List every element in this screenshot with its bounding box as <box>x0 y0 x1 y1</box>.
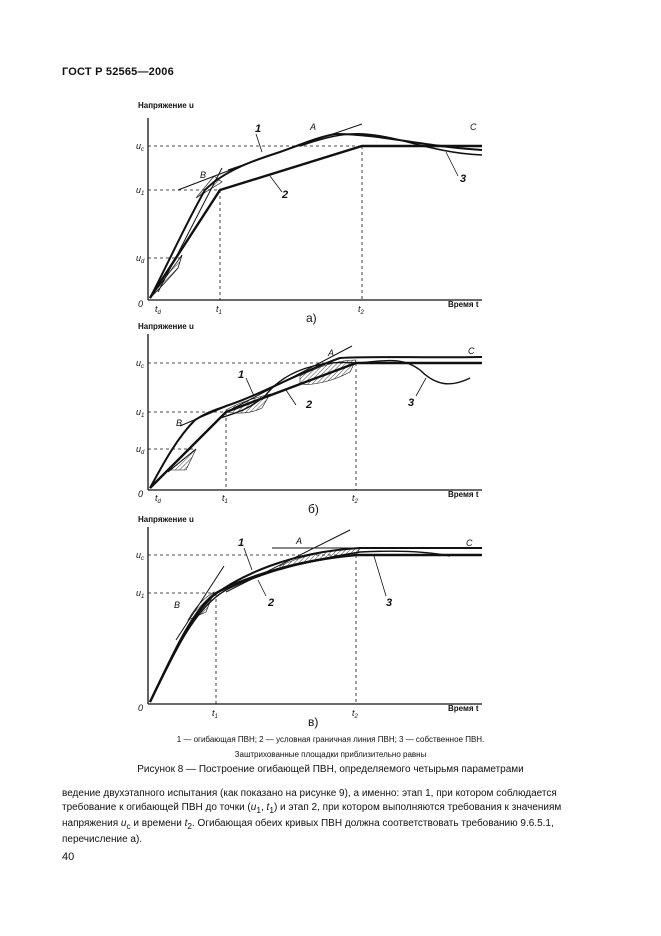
svg-text:u1: $u_1$ <box>136 185 145 197</box>
svg-text:t1: $t_1$ <box>212 708 218 720</box>
svg-text:0: 0 <box>138 489 144 499</box>
svg-text:t1: $t_1$ <box>216 304 222 316</box>
svg-text:0: 0 <box>138 299 144 309</box>
figure-caption: Рисунок 8 — Построение огибающей ПВН, определяемого четырьмя параметрами <box>137 764 524 775</box>
svg-text:A: A <box>310 122 317 132</box>
x-axis-label: Время t <box>448 300 479 309</box>
svg-text:t1: $t_1$ <box>222 493 228 505</box>
svg-text:A: A <box>296 536 303 546</box>
svg-text:uc: $u_c$ <box>136 141 145 153</box>
svg-text:Напряжение u: Напряжение u <box>138 322 194 331</box>
svg-text:t2: $t_2$ <box>352 493 358 505</box>
panel-caption: а) <box>306 311 317 325</box>
svg-text:3: 3 <box>408 397 415 409</box>
svg-text:C: C <box>466 538 473 548</box>
svg-text:Напряжение u: Напряжение u <box>138 515 194 524</box>
svg-text:б): б) <box>308 502 319 516</box>
svg-text:1: 1 <box>238 537 245 549</box>
panel-b-text <box>136 322 479 516</box>
svg-text:C: C <box>468 346 475 356</box>
panel-v <box>148 527 482 704</box>
svg-text:2: 2 <box>282 189 289 201</box>
panel-a <box>148 118 482 300</box>
svg-text:B: B <box>174 600 181 610</box>
svg-text:ud: $u_d$ <box>136 253 145 265</box>
svg-text:A: A <box>328 348 335 358</box>
y-axis-label: Напряжение u <box>138 101 194 110</box>
panel-b <box>148 334 482 490</box>
svg-text:Время t: Время t <box>448 704 479 713</box>
svg-text:2: 2 <box>306 399 313 411</box>
own-curve-3 <box>300 134 482 155</box>
page-number: 40 <box>62 851 75 863</box>
svg-text:2: 2 <box>268 597 275 609</box>
svg-text:u1: $u_1$ <box>136 588 145 600</box>
boundary-line-2 <box>150 146 482 298</box>
figure-note: Заштрихованные площадки приблизительно равны <box>234 750 427 759</box>
figure-legend: 1 — огибающая ПВН; 2 — условная граничная линия ПВН; 3 — собственное ПВН. <box>176 735 485 744</box>
svg-text:3: 3 <box>460 173 467 185</box>
svg-text:uc: $u_c$ <box>136 550 145 562</box>
envelope-curve-1 <box>150 134 482 298</box>
svg-text:в): в) <box>308 715 319 729</box>
svg-text:B: B <box>176 418 183 428</box>
svg-text:t2: $t_2$ <box>352 708 358 720</box>
body-paragraph: ведение двухэтапного испытания (как показано на рисунке 9), а именно: этап 1, при котором соблюдается требование к огибающей ПВН до точки ($u_1$, $t_1$) и этап 2, при котором выполняются требования к значениям напряжения $u_c$ и времени $t_2$. Огибающая обеих кривых ПВН должна соответствовать требованию 9.6.5.1, перечисление а). <box>62 788 562 845</box>
svg-text:3: 3 <box>386 597 393 609</box>
panel-a-text <box>136 101 479 325</box>
svg-text:t2: $t_2$ <box>358 304 364 316</box>
svg-text:ud: $u_d$ <box>136 444 145 456</box>
svg-text:1: 1 <box>255 123 262 135</box>
svg-text:B: B <box>200 170 207 180</box>
svg-text:td: $t_d$ <box>155 304 161 316</box>
svg-text:Время t: Время t <box>448 490 479 499</box>
standard-header: ГОСТ Р 52565—2006 <box>62 66 174 78</box>
svg-text:C: C <box>470 122 477 132</box>
svg-text:0: 0 <box>138 703 144 713</box>
svg-text:td: $t_d$ <box>155 493 161 505</box>
svg-text:1: 1 <box>238 369 245 381</box>
svg-text:uc: $u_c$ <box>136 358 145 370</box>
svg-text:u1: $u_1$ <box>136 407 145 419</box>
